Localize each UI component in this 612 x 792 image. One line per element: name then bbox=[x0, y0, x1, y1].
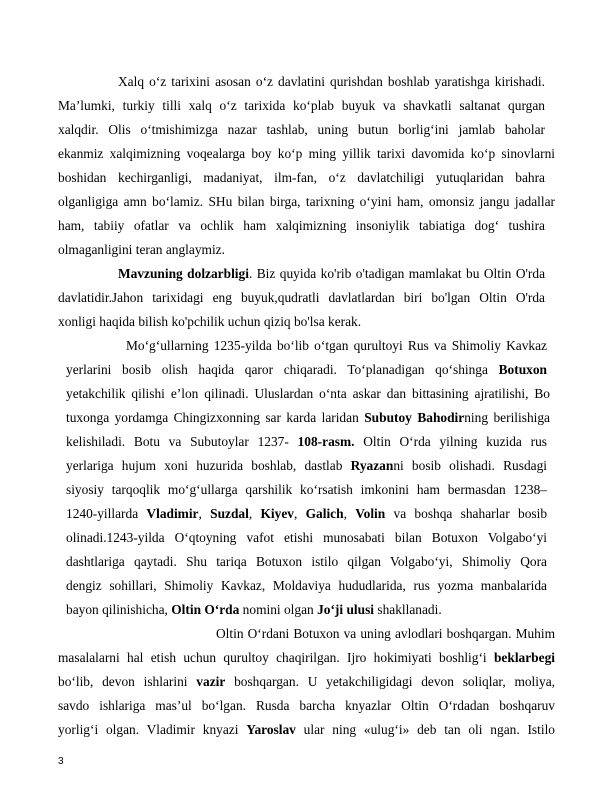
text-line bbox=[118, 74, 545, 90]
text-run: yerlariga hujum xoni huzurida boshlab, dastlab bbox=[66, 458, 351, 473]
text-run: , bbox=[248, 506, 261, 521]
text-line bbox=[58, 650, 555, 666]
text-line bbox=[58, 290, 545, 306]
bold-term: Botuxon bbox=[498, 362, 547, 377]
text-run: siyosiy tarqoqlik mo‘g‘ullarga qarshilik ko‘rsatish imkonini ham bermasdan 1238– bbox=[66, 482, 547, 497]
text-line bbox=[58, 218, 545, 234]
text-run: ekanmiz xalqimizning voqealarga boy ko‘p ming yillik tarixi davomida ko‘p sinovlarni bbox=[58, 146, 555, 161]
text-run: 1240-yillarda bbox=[66, 506, 147, 521]
text-line bbox=[126, 338, 547, 354]
text-run: ning berilishiga bbox=[464, 410, 551, 425]
bold-term: Mavzuning dolzarbligi bbox=[118, 266, 249, 281]
text-run: ular ning «ulug‘i» deb tan oli ngan. Istilo bbox=[295, 722, 556, 737]
text-run: boshqargan. U yetakchiligidagi devon soliqlar, moliya, bbox=[225, 674, 555, 689]
bold-term: Vladimir bbox=[146, 506, 199, 521]
text-run: kelishiladi. Botu va Subutoylar 1237- bbox=[66, 434, 298, 449]
text-line bbox=[58, 194, 555, 210]
text-run: bo‘lib, devon ishlarini bbox=[58, 674, 197, 689]
bold-term: Kiyev bbox=[260, 506, 294, 521]
text-run: , bbox=[293, 506, 306, 521]
text-run: olmaganligini teran anglaymiz. bbox=[58, 242, 225, 257]
text-run: va boshqa shaharlar bosib bbox=[385, 506, 548, 521]
text-line bbox=[66, 434, 547, 450]
bold-term: Yaroslav bbox=[246, 722, 296, 737]
text-line bbox=[66, 362, 547, 378]
text-line bbox=[66, 554, 547, 570]
text-run: xonligi haqida bilish ko'pchilik uchun qiziq bo'lsa kerak. bbox=[58, 314, 362, 329]
text-line bbox=[58, 698, 555, 714]
text-run: dashtlariga qaytadi. Shu tariqa Botuxon istilo qilgan Volgabo‘yi, Shimoliy Qora bbox=[66, 554, 547, 569]
text-line bbox=[66, 506, 547, 522]
text-run: yorlig‘i olgan. Vladimir knyazi bbox=[58, 722, 247, 737]
text-line bbox=[58, 674, 555, 690]
bold-term: vazir bbox=[196, 674, 226, 689]
bold-term: beklarbegi bbox=[493, 650, 555, 665]
text-run: . Biz quyida ko'rib o'tadigan mamlakat bu Oltin O'rda bbox=[248, 266, 546, 281]
text-run: shakllanadi. bbox=[374, 602, 442, 617]
text-line bbox=[66, 578, 547, 594]
text-line bbox=[58, 242, 225, 258]
text-run: yerlarini bosib olish haqida qaror chiqaradi. To‘planadigan qo‘shinga bbox=[66, 362, 499, 377]
text-run: ni bosib olishadi. Rusdagi bbox=[393, 458, 547, 473]
text-line bbox=[216, 626, 555, 642]
bold-term: Subutoy Bahodir bbox=[364, 410, 465, 425]
text-run: boshidan kechirganligi, madaniyat, ilm-fan, o‘z davlatchiligi yutuqlaridan bahra bbox=[58, 170, 545, 185]
text-run: bayon qilinishicha, bbox=[66, 602, 172, 617]
text-run: dengiz sohillari, Shimoliy Kavkaz, Moldaviya hududlarida, rus yozma manbalarida bbox=[66, 578, 547, 593]
text-line bbox=[118, 266, 545, 282]
bold-term: Oltin O‘rda bbox=[171, 602, 240, 617]
text-run: olganligiga amn bo‘lamiz. SHu bilan birga, tarixning o‘yini ham, omonsiz jangu jadallar bbox=[58, 194, 555, 209]
text-run: Oltin O‘rda yilning kuzida rus bbox=[354, 434, 547, 449]
text-line bbox=[58, 146, 555, 162]
text-run: masalalarni hal etish uchun qurultoy chaqirilgan. Ijro hokimiyati boshlig‘i bbox=[58, 650, 494, 665]
bold-term: Volin bbox=[355, 506, 386, 521]
text-line bbox=[66, 530, 547, 546]
text-run: olinadi.1243-yilda O‘qtoyning vafot etishi munosabati bilan Botuxon Volgabo‘yi bbox=[66, 530, 547, 545]
text-run: Xalq o‘z tarixini asosan o‘z davlatini qurishdan boshlab yaratishga kirishadi. bbox=[118, 74, 545, 89]
text-run: xalqdir. Olis o‘tmishimizga nazar tashlab, uning butun borlig‘ini jamlab baholar bbox=[58, 122, 545, 137]
text-run: tuxonga yordamga Chingizxonning sar karda laridan bbox=[66, 410, 365, 425]
text-run: Ma’lumki, turkiy tilli xalq o‘z tarixida ko‘plab buyuk va shavkatli saltanat qurgan bbox=[58, 98, 545, 113]
bold-term: 108-rasm. bbox=[297, 434, 355, 449]
bold-term: Suzdal bbox=[210, 506, 249, 521]
bold-term: Jo‘ji ulusi bbox=[317, 602, 375, 617]
text-run: yetakchilik qilishi e’lon qilinadi. Uluslardan o‘nta askar dan bittasining ajratilishi, Bo bbox=[66, 386, 550, 401]
text-line bbox=[58, 122, 545, 138]
text-line bbox=[66, 458, 547, 474]
text-run: savdo ishlariga mas’ul bo‘lgan. Rusda barcha knyazlar Oltin O‘rdadan boshqaruv bbox=[58, 698, 555, 713]
text-run: davlatidir.Jahon tarixidagi eng buyuk,qudratli davlatlardan biri bo'lgan Oltin O'rda bbox=[58, 290, 545, 305]
text-run: ham, tabiiy ofatlar va ochlik ham xalqimizning insoniylik tabiatiga dog‘ tushira bbox=[58, 218, 545, 233]
bold-term: Ryazan bbox=[350, 458, 394, 473]
text-line bbox=[58, 314, 361, 330]
text-line bbox=[66, 386, 550, 402]
text-line bbox=[66, 410, 550, 426]
text-run: Oltin O‘rdani Botuxon va uning avlodlari boshqargan. Muhim bbox=[216, 626, 555, 641]
text-line bbox=[66, 482, 547, 498]
text-line bbox=[58, 98, 545, 114]
text-line bbox=[66, 602, 442, 618]
text-run: , bbox=[198, 506, 211, 521]
text-line bbox=[58, 170, 545, 186]
text-run: Mo‘g‘ullarning 1235-yilda bo‘lib o‘tgan qurultoyi Rus va Shimoliy Kavkaz bbox=[126, 338, 547, 353]
text-run: , bbox=[343, 506, 356, 521]
bold-term: Galich bbox=[305, 506, 344, 521]
page-number: 3 bbox=[58, 756, 64, 767]
text-run: nomini olgan bbox=[239, 602, 318, 617]
text-line bbox=[58, 722, 555, 738]
